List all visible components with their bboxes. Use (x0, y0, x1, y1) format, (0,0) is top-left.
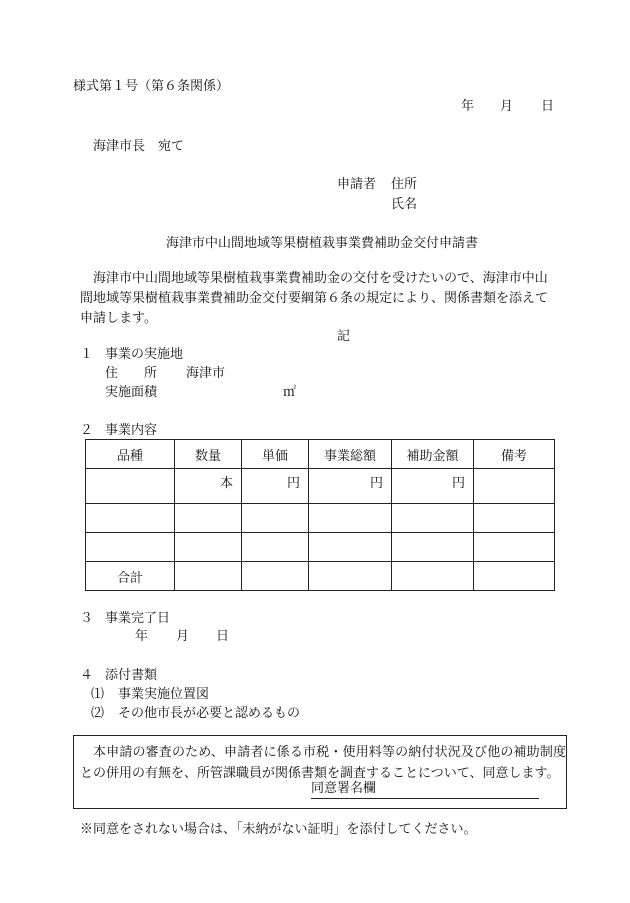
table-row (86, 469, 555, 504)
attachment-1-number: ⑴ (91, 687, 105, 702)
total-cost-unit[interactable]: 円 (309, 469, 392, 504)
section4-heading: 添付書類 (105, 668, 158, 683)
section2-number: ２ (80, 423, 94, 438)
consent-signature-label: 同意署名欄 (311, 781, 380, 797)
table-cell[interactable] (392, 562, 474, 591)
table-cell[interactable] (175, 562, 242, 591)
business-content-table (85, 439, 555, 591)
completion-year-label: 年 (135, 629, 149, 644)
table-cell[interactable] (86, 533, 175, 562)
body-line-3: 申請します。 (80, 311, 157, 326)
completion-day-label: 日 (216, 629, 230, 644)
form-number: 様式第１号（第６条関係） (73, 79, 230, 94)
total-label: 合計 (86, 562, 175, 591)
table-cell[interactable] (392, 504, 474, 533)
table-cell[interactable] (474, 533, 555, 562)
column-header-variety: 品種 (86, 440, 175, 469)
section1-number: １ (80, 347, 94, 362)
applicant-name-label: 氏名 (391, 197, 418, 212)
table-cell[interactable] (86, 504, 175, 533)
table-cell[interactable] (309, 562, 392, 591)
document-title: 海津市中山間地域等果樹植栽事業費補助金交付申請書 (166, 236, 479, 251)
column-header-subsidy-amount: 補助金額 (392, 440, 474, 469)
table-cell[interactable] (474, 504, 555, 533)
table-cell[interactable] (242, 533, 309, 562)
section1-heading: 事業の実施地 (105, 347, 184, 362)
section1-address-label: 住 所 (105, 366, 158, 381)
date-year-label: 年 (461, 99, 475, 114)
table-cell[interactable] (309, 533, 392, 562)
completion-month-label: 月 (176, 629, 190, 644)
table-cell[interactable] (242, 504, 309, 533)
table-cell[interactable] (175, 533, 242, 562)
table-cell[interactable] (392, 533, 474, 562)
applicant-address-label: 住所 (391, 177, 418, 192)
subsidy-amount-unit[interactable]: 円 (392, 469, 474, 504)
consent-signature-line[interactable] (311, 780, 539, 799)
table-cell[interactable] (242, 562, 309, 591)
table-row (86, 504, 555, 533)
table-cell[interactable] (474, 469, 555, 504)
attachment-2-text: その他市長が必要と認めるもの (118, 706, 301, 721)
consent-text: 本申請の審査のため、申請者に係る市税・使用料等の納付状況及び他の補助制度との併用の有無を、所管課職員が関係書類を調査することについて、同意します。 (80, 745, 566, 781)
table-cell[interactable] (86, 469, 175, 504)
date-day-label: 日 (541, 99, 555, 114)
section4-number: ４ (80, 668, 94, 683)
attachment-1-text: 事業実施位置図 (118, 687, 210, 702)
table-cell[interactable] (474, 562, 555, 591)
ki-label: 記 (337, 329, 351, 344)
table-header-row (86, 440, 555, 469)
section1-address-value: 海津市 (186, 366, 226, 381)
section1-area-label: 実施面積 (105, 385, 158, 400)
addressee: 海津市長 宛て (93, 139, 185, 154)
note: ※同意をされない場合は、「未納がない証明」を添付してください。 (80, 822, 477, 837)
table-row (86, 533, 555, 562)
quantity-unit[interactable]: 本 (175, 469, 242, 504)
section1-area-unit: ㎡ (283, 385, 297, 400)
table-total-row (86, 562, 555, 591)
applicant-label: 申請者 (337, 177, 377, 192)
section2-heading: 事業内容 (105, 423, 158, 438)
table-cell[interactable] (175, 504, 242, 533)
section3-heading: 事業完了日 (105, 611, 171, 626)
unit-price-unit[interactable]: 円 (242, 469, 309, 504)
attachment-2-number: ⑵ (91, 706, 105, 721)
column-header-remarks: 備考 (474, 440, 555, 469)
date-month-label: 月 (500, 99, 514, 114)
body-line-2: 間地域等果樹植栽事業費補助金交付要綱第６条の規定により、関係書類を添えて (80, 291, 549, 306)
column-header-unit-price: 単価 (242, 440, 309, 469)
body-line-1: 海津市中山間地域等果樹植栽事業費補助金の交付を受けたいので、海津市中山 (93, 271, 548, 286)
column-header-quantity: 数量 (175, 440, 242, 469)
section3-number: ３ (80, 611, 94, 626)
table-cell[interactable] (309, 504, 392, 533)
column-header-total-cost: 事業総額 (309, 440, 392, 469)
